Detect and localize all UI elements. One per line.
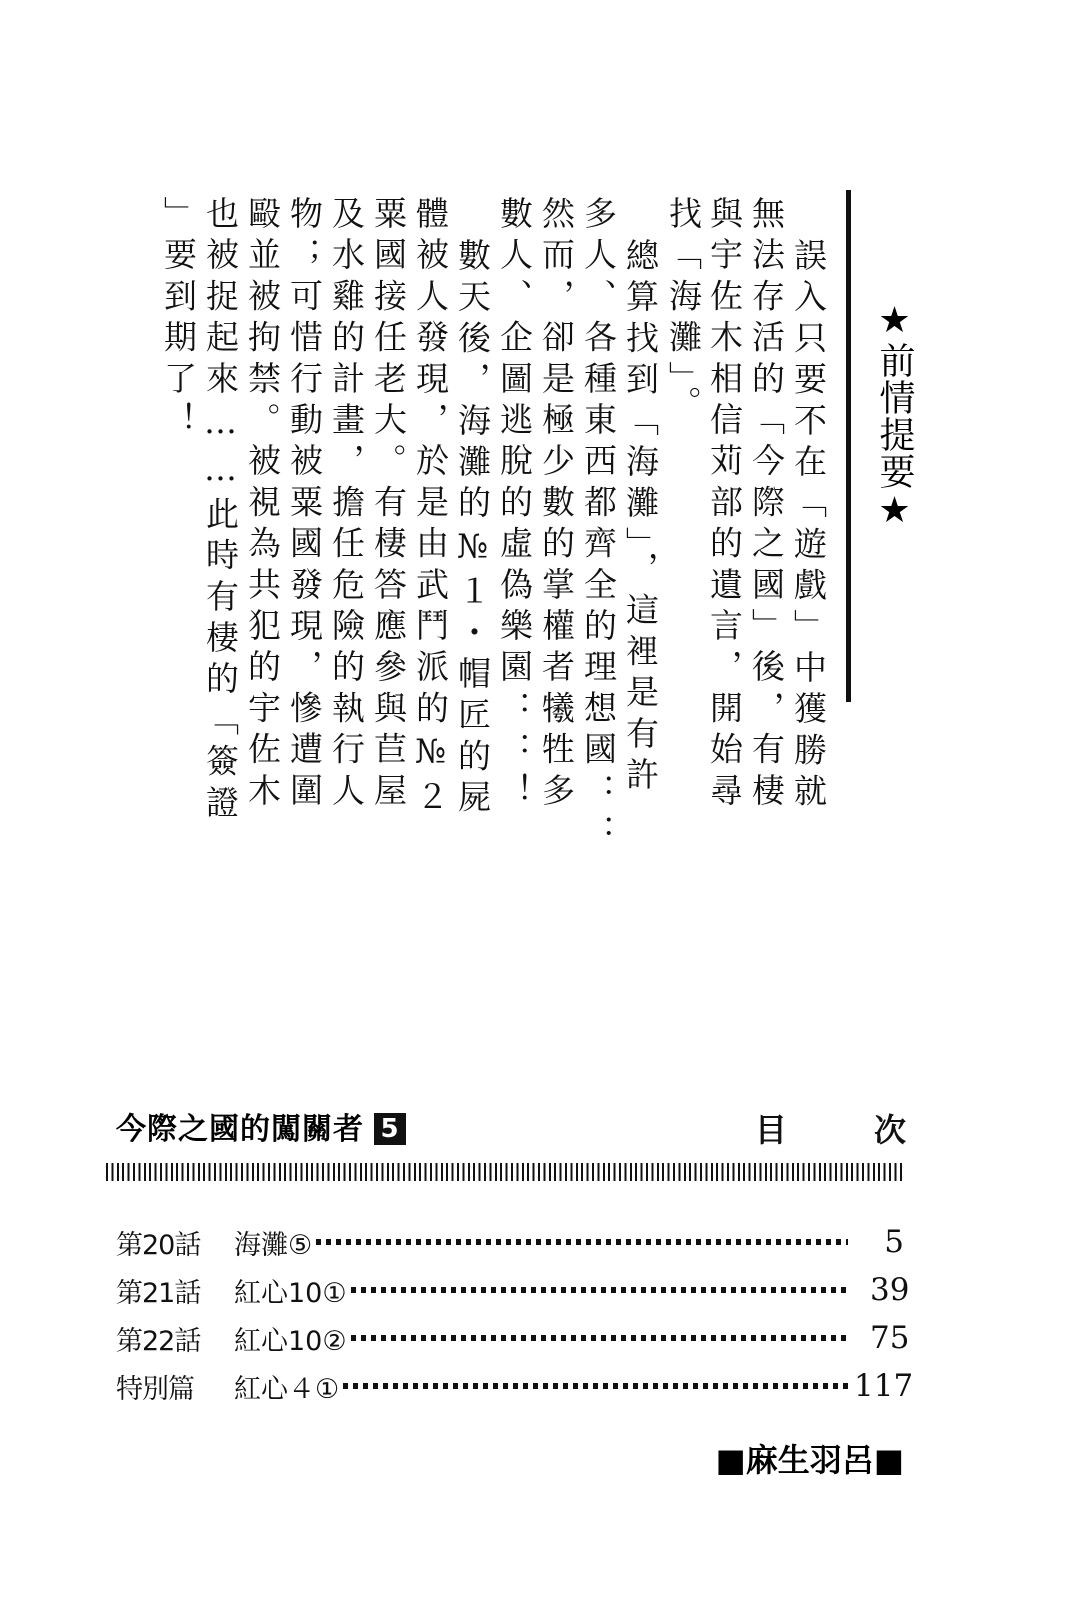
- volume-badge: 5: [374, 1113, 406, 1145]
- synopsis-column: 數天後，海灘的№１・帽匠的屍: [453, 238, 492, 821]
- toc-list: [116, 1218, 914, 1410]
- toc-entry[interactable]: [116, 1266, 910, 1314]
- synopsis-column: 多人、各種東西都齊全的理想國：：: [579, 196, 618, 856]
- toc-chapter: 第22話: [116, 1325, 201, 1357]
- toc-chapter: 第21話: [116, 1277, 201, 1309]
- toc-label: 目 次: [754, 1111, 934, 1149]
- synopsis-column: 找「海灘」。: [664, 196, 703, 427]
- synopsis-column: 體被人發現，於是由武鬥派的№２: [411, 196, 450, 820]
- synopsis-column: 無法存活的「今際之國」後，有棲: [747, 196, 786, 814]
- book-title: [116, 1110, 406, 1150]
- toc-title: 紅心10②: [234, 1325, 347, 1357]
- synopsis-column: 數人、企圖逃脫的虛偽樂園：：！: [495, 196, 534, 814]
- toc-page: 39: [870, 1272, 910, 1308]
- vertical-divider: [846, 190, 851, 702]
- toc-title: 紅心４①: [234, 1373, 340, 1405]
- toc-title: 海灘⑤: [234, 1229, 313, 1261]
- toc-page: 75: [870, 1320, 910, 1356]
- toc-divider-rule: [106, 1163, 904, 1181]
- synopsis-column: 總算找到「海灘」，這裡是有許: [621, 238, 660, 799]
- author-credit: ■麻生羽呂■: [715, 1441, 904, 1479]
- toc-page: 5: [884, 1224, 904, 1260]
- toc-title: 紅心10①: [234, 1277, 347, 1309]
- synopsis-column: 也被捉起來……此時有棲的「簽證: [201, 196, 240, 826]
- toc-leader-dots: [316, 1239, 848, 1245]
- toc-entry[interactable]: [116, 1314, 910, 1362]
- toc-chapter: 特別篇: [116, 1373, 194, 1405]
- toc-entry[interactable]: [116, 1362, 914, 1410]
- synopsis-title: ★前情提要★: [874, 300, 915, 532]
- synopsis-column: 毆並被拘禁。被視為共犯的宇佐木: [243, 196, 282, 814]
- toc-leader-dots: [351, 1287, 848, 1293]
- synopsis-column: 然而，卻是極少數的掌權者犧牲多: [537, 196, 576, 814]
- synopsis-column: 誤入只要不在「遊戲」中獲勝就: [789, 238, 828, 815]
- toc-header: [116, 1110, 934, 1150]
- synopsis-column: 」要到期了！: [159, 196, 198, 444]
- synopsis-column: 與宇佐木相信苅部的遺言，開始尋: [705, 196, 744, 814]
- toc-leader-dots: [343, 1383, 848, 1389]
- synopsis-column: 及水雞的計畫，擔任危險的執行人: [327, 196, 366, 814]
- synopsis-column: 物；可惜行動被粟國發現，慘遭圍: [285, 196, 324, 814]
- toc-page: 117: [854, 1368, 914, 1404]
- book-title-text: 今際之國的闖關者: [116, 1112, 364, 1147]
- toc-leader-dots: [351, 1335, 848, 1341]
- toc-chapter: 第20話: [116, 1229, 201, 1261]
- toc-entry[interactable]: [116, 1218, 904, 1266]
- synopsis-column: 粟國接任老大。有棲答應參與苣屋: [369, 196, 408, 814]
